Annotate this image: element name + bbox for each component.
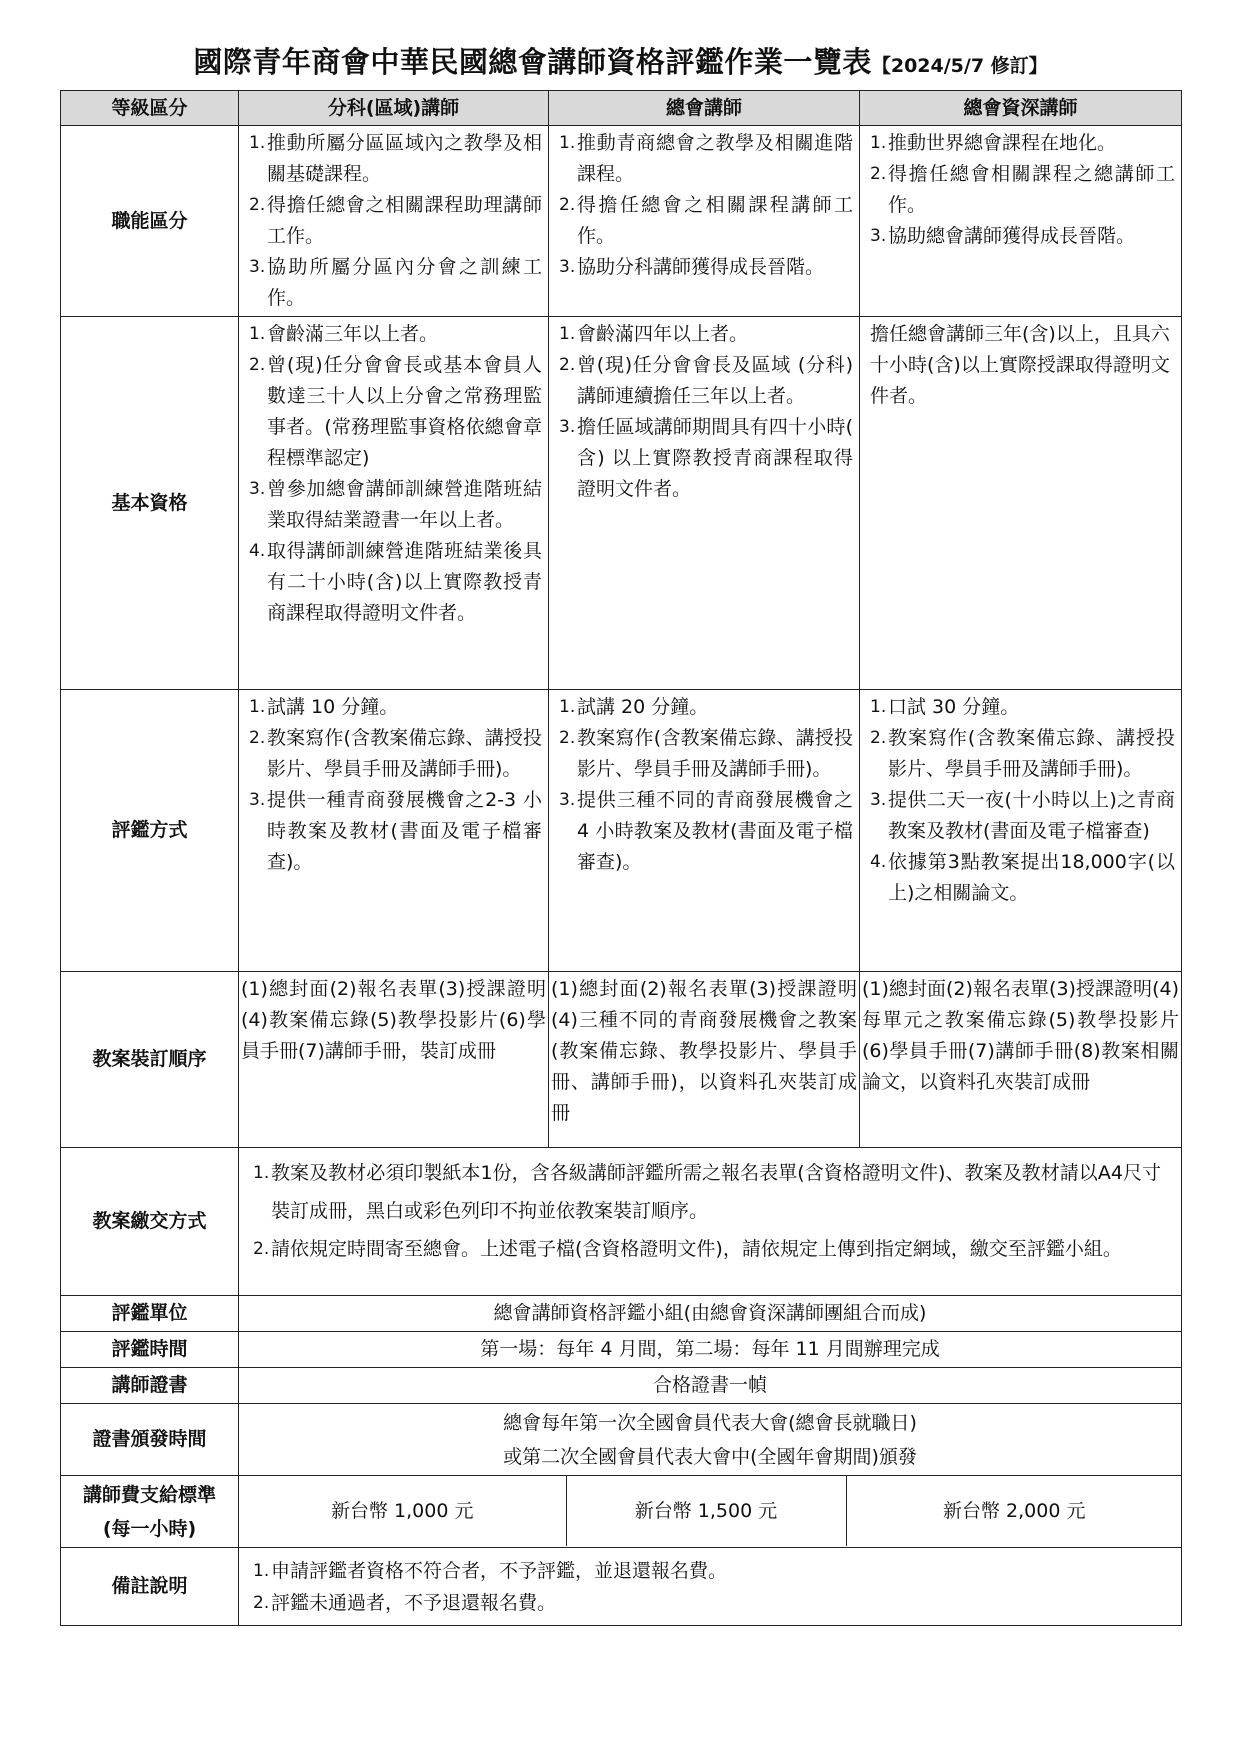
list-item-number: 3. bbox=[249, 257, 266, 277]
list-item-text: 教案及教材必須印製紙本1份，含各級講師評鑑所需之報名表單(含資格證明文件)、教案及教材請以A4尺寸裝訂成冊，黑白或彩色列印不拘並依教案裝訂順序。 bbox=[271, 1162, 1161, 1222]
list-item-text: 試講 20 分鐘。 bbox=[577, 696, 709, 718]
fee-col3: 新台幣 2,000 元 bbox=[846, 1476, 1182, 1546]
certificate-value: 合格證書一幀 bbox=[239, 1368, 1182, 1404]
list-item bbox=[249, 692, 542, 723]
evaluation-label: 評鑑方式 bbox=[61, 690, 239, 972]
list-item bbox=[559, 785, 853, 878]
list-item bbox=[253, 1154, 1161, 1230]
binding-row bbox=[61, 972, 1182, 1148]
binding-label: 教案裝訂順序 bbox=[61, 972, 239, 1148]
time-label: 評鑑時間 bbox=[61, 1332, 239, 1368]
list-item bbox=[870, 723, 1175, 785]
fee-col1: 新台幣 1,000 元 bbox=[331, 1499, 474, 1522]
list-item-text: 推動所屬分區區域內之教學及相關基礎課程。 bbox=[267, 132, 542, 185]
list-item bbox=[253, 1230, 1161, 1268]
issue-line1: 總會每年第一次全國會員代表大會(總會長就職日) bbox=[503, 1411, 917, 1434]
list-item-text: 教案寫作(含教案備忘錄、講授投影片、學員手冊及講師手冊)。 bbox=[888, 727, 1175, 780]
title-revision: 【2024/5/7 修訂】 bbox=[871, 55, 1048, 77]
issue-row bbox=[61, 1404, 1182, 1476]
issue-line2: 或第二次全國會員代表大會中(全國年會期間)頒發 bbox=[503, 1445, 917, 1468]
list-item-number: 2. bbox=[870, 164, 887, 184]
list-item bbox=[249, 252, 542, 314]
list-item bbox=[870, 847, 1175, 909]
submission-row bbox=[61, 1148, 1182, 1296]
list-item bbox=[249, 785, 542, 878]
list-item-text: 得擔任總會之相關課程助理講師工作。 bbox=[267, 194, 542, 247]
evaluation-col2 bbox=[549, 690, 860, 972]
unit-value: 總會講師資格評鑑小組(由總會資深講師團組合而成) bbox=[239, 1296, 1182, 1332]
function-col1 bbox=[239, 126, 549, 317]
submission-content bbox=[239, 1148, 1182, 1296]
list-item bbox=[249, 474, 542, 536]
list-item-text: 教案寫作(含教案備忘錄、講授投影片、學員手冊及講師手冊)。 bbox=[577, 727, 853, 780]
list-item-text: 請依規定時間寄至總會。上述電子檔(含資格證明文件)，請依規定上傳到指定網域，繳交至評鑑小組。 bbox=[271, 1238, 1122, 1260]
list-item-number: 1. bbox=[253, 1163, 270, 1183]
time-row bbox=[61, 1332, 1182, 1368]
list-item-number: 2. bbox=[559, 195, 576, 215]
fee-label bbox=[61, 1476, 239, 1548]
list-item-number: 2. bbox=[249, 195, 266, 215]
list-item-text: 提供二天一夜(十小時以上)之青商教案及教材(書面及電子檔審查) bbox=[888, 789, 1175, 842]
list-item-text: 提供三種不同的青商發展機會之 4 小時教案及教材(書面及電子檔審查)。 bbox=[577, 789, 853, 873]
qualification-label: 基本資格 bbox=[61, 317, 239, 690]
list-item-text: 協助總會講師獲得成長晉階。 bbox=[888, 225, 1136, 247]
unit-label: 評鑑單位 bbox=[61, 1296, 239, 1332]
list-item-text: 曾(現)任分會會長及區域 (分科)講師連續擔任三年以上者。 bbox=[577, 354, 853, 407]
list-item-number: 4. bbox=[870, 852, 887, 872]
list-item-number: 1. bbox=[559, 697, 576, 717]
evaluation-col1 bbox=[239, 690, 549, 972]
list-item-number: 1. bbox=[249, 324, 266, 344]
function-label: 職能區分 bbox=[61, 126, 239, 317]
list-item-number: 1. bbox=[559, 133, 576, 153]
list-item-text: 會齡滿四年以上者。 bbox=[577, 323, 749, 345]
list-item-text: 得擔任總會相關課程之總講師工作。 bbox=[888, 163, 1175, 216]
list-item-number: 4. bbox=[249, 541, 266, 561]
list-item bbox=[870, 221, 1175, 252]
list-item-text: 推動青商總會之教學及相關進階課程。 bbox=[577, 132, 853, 185]
qualification-table bbox=[60, 90, 1182, 1626]
submission-label: 教案繳交方式 bbox=[61, 1148, 239, 1296]
list-item-text: 推動世界總會課程在地化。 bbox=[888, 132, 1117, 154]
list-item-text: 提供一種青商發展機會之2-3 小時教案及教材(書面及電子檔審查)。 bbox=[267, 789, 542, 873]
certificate-row bbox=[61, 1368, 1182, 1404]
list-item-number: 1. bbox=[249, 133, 266, 153]
list-item-number: 3. bbox=[559, 257, 576, 277]
list-item bbox=[249, 319, 542, 350]
evaluation-row bbox=[61, 690, 1182, 972]
list-item bbox=[559, 692, 853, 723]
list-item bbox=[870, 128, 1175, 159]
list-item bbox=[870, 785, 1175, 847]
issue-label: 證書頒發時間 bbox=[61, 1404, 239, 1476]
title-main: 國際青年商會中華民國總會講師資格評鑑作業一覽表 bbox=[193, 45, 872, 79]
list-item-text: 曾參加總會講師訓練營進階班結業取得結業證書一年以上者。 bbox=[267, 478, 542, 531]
header-col2: 總會講師 bbox=[549, 91, 860, 126]
list-item bbox=[253, 1555, 1175, 1587]
fee-values bbox=[239, 1476, 1182, 1548]
list-item-text: 曾(現)任分會會長或基本會員人數達三十人以上分會之常務理監事者。(常務理監事資格依總會章程標準認定) bbox=[267, 354, 542, 469]
fee-row bbox=[61, 1476, 1182, 1548]
list-item bbox=[870, 692, 1175, 723]
binding-col1: (1)總封面(2)報名表單(3)授課證明(4)教案備忘錄(5)教學投影片(6)學員手冊(7)講師手冊，裝訂成冊 bbox=[239, 972, 549, 1148]
issue-value bbox=[239, 1404, 1182, 1476]
list-item-text: 會齡滿三年以上者。 bbox=[267, 323, 439, 345]
list-item bbox=[249, 128, 542, 190]
qualification-col1 bbox=[239, 317, 549, 690]
list-item-text: 評鑑未通過者，不予退還報名費。 bbox=[271, 1591, 557, 1614]
header-level: 等級區分 bbox=[61, 91, 239, 126]
list-item-text: 試講 10 分鐘。 bbox=[267, 696, 399, 718]
list-item-text: 擔任區域講師期間具有四十小時( 含) 以上實際教授青商課程取得證明文件者。 bbox=[577, 416, 853, 500]
remarks-label: 備註說明 bbox=[61, 1548, 239, 1626]
list-item-number: 2. bbox=[559, 728, 576, 748]
fee-col2: 新台幣 1,500 元 bbox=[566, 1476, 846, 1546]
header-col1: 分科(區域)講師 bbox=[239, 91, 549, 126]
list-item bbox=[559, 723, 853, 785]
unit-row bbox=[61, 1296, 1182, 1332]
evaluation-col3 bbox=[860, 690, 1182, 972]
list-item-number: 3. bbox=[249, 790, 266, 810]
list-item-text: 口試 30 分鐘。 bbox=[888, 696, 1020, 718]
list-item-number: 2. bbox=[253, 1592, 270, 1613]
list-item-number: 3. bbox=[249, 479, 266, 499]
list-item bbox=[559, 252, 853, 283]
list-item-number: 2. bbox=[249, 355, 266, 375]
list-item-number: 3. bbox=[559, 417, 576, 437]
list-item-text: 協助所屬分區內分會之訓練工作。 bbox=[267, 256, 542, 309]
header-row bbox=[61, 91, 1182, 126]
list-item-number: 3. bbox=[870, 226, 887, 246]
function-col2 bbox=[549, 126, 860, 317]
time-value: 第一場：每年 4 月間，第二場：每年 11 月間辦理完成 bbox=[239, 1332, 1182, 1368]
list-item bbox=[870, 159, 1175, 221]
list-item-text: 得擔任總會之相關課程講師工作。 bbox=[577, 194, 853, 247]
function-row bbox=[61, 126, 1182, 317]
list-item-text: 依據第3點教案提出18,000字(以上)之相關論文。 bbox=[888, 851, 1175, 904]
qualification-col2 bbox=[549, 317, 860, 690]
list-item bbox=[559, 128, 853, 190]
list-item bbox=[249, 350, 542, 474]
binding-col3: (1)總封面(2)報名表單(3)授課證明(4)每單元之教案備忘錄(5)教學投影片(6)學員手冊(7)講師手冊(8)教案相關論文，以資料孔夾裝訂成冊 bbox=[860, 972, 1182, 1148]
list-item bbox=[559, 319, 853, 350]
qualification-row bbox=[61, 317, 1182, 690]
list-item-text: 申請評鑑者資格不符合者，不予評鑑，並退還報名費。 bbox=[271, 1559, 728, 1582]
list-item-number: 2. bbox=[249, 728, 266, 748]
list-item-text: 教案寫作(含教案備忘錄、講授投影片、學員手冊及講師手冊)。 bbox=[267, 727, 542, 780]
fee-label-line2: (每一小時) bbox=[102, 1517, 197, 1540]
list-item-number: 1. bbox=[870, 697, 887, 717]
fee-label-line1: 講師費支給標準 bbox=[82, 1483, 216, 1506]
list-item-text: 取得講師訓練營進階班結業後具有二十小時(含)以上實際教授青商課程取得證明文件者。 bbox=[267, 540, 542, 624]
list-item bbox=[559, 412, 853, 505]
binding-col2: (1)總封面(2)報名表單(3)授課證明(4)三種不同的青商發展機會之教案(教案備忘錄、教學投影片、學員手冊、講師手冊)，以資料孔夾裝訂成冊 bbox=[549, 972, 860, 1148]
qualification-col3: 擔任總會講師三年(含)以上，且具六十小時(含)以上實際授課取得證明文件者。 bbox=[860, 317, 1182, 690]
list-item-text: 協助分科講師獲得成長晉階。 bbox=[577, 256, 825, 278]
list-item bbox=[249, 723, 542, 785]
list-item-number: 2. bbox=[559, 355, 576, 375]
list-item bbox=[249, 536, 542, 629]
list-item-number: 1. bbox=[559, 324, 576, 344]
list-item bbox=[249, 190, 542, 252]
list-item-number: 3. bbox=[870, 790, 887, 810]
list-item-number: 3. bbox=[559, 790, 576, 810]
document-title bbox=[60, 40, 1181, 81]
list-item-number: 2. bbox=[253, 1239, 270, 1259]
list-item-number: 1. bbox=[253, 1560, 270, 1581]
certificate-label: 講師證書 bbox=[61, 1368, 239, 1404]
list-item bbox=[559, 190, 853, 252]
list-item-number: 1. bbox=[249, 697, 266, 717]
header-col3: 總會資深講師 bbox=[860, 91, 1182, 126]
remarks-content bbox=[239, 1548, 1182, 1626]
list-item-number: 2. bbox=[870, 728, 887, 748]
list-item bbox=[559, 350, 853, 412]
remarks-row bbox=[61, 1548, 1182, 1626]
list-item bbox=[253, 1587, 1175, 1619]
list-item-number: 1. bbox=[870, 133, 887, 153]
function-col3 bbox=[860, 126, 1182, 317]
